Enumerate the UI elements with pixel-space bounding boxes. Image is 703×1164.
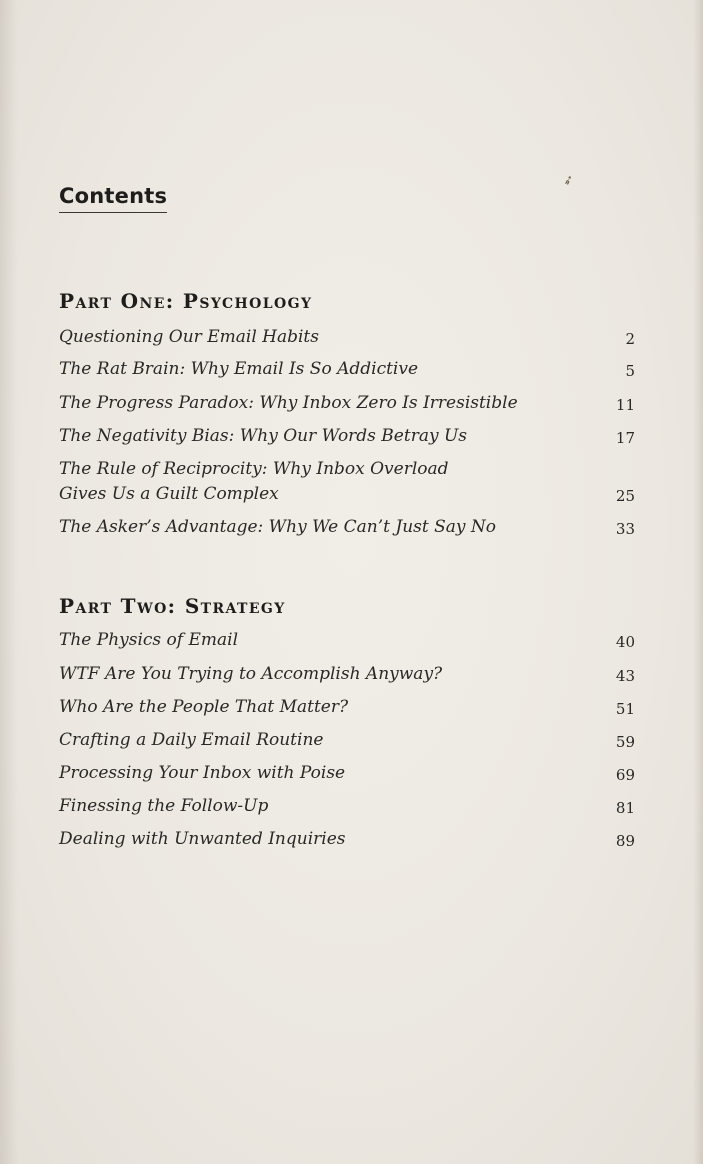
toc-entry-title: The Asker’s Advantage: Why We Can’t Just Say No (59, 517, 496, 537)
toc-entry-page: 89 (615, 832, 635, 850)
page-edge-shadow (693, 0, 703, 1164)
part-two-heading: Part Two: Strategy (59, 594, 286, 618)
toc-entry-title: The Progress Paradox: Why Inbox Zero Is Irresistible (59, 393, 518, 413)
toc-entry-title: The Physics of Email (59, 630, 239, 650)
toc-entry-page: 2 (625, 330, 635, 348)
toc-entry-page: 17 (615, 429, 635, 447)
toc-entry-page: 11 (615, 396, 635, 414)
toc-entry-title: Dealing with Unwanted Inquiries (59, 829, 346, 849)
toc-entry-page: 59 (615, 733, 635, 751)
part-one-heading: Part One: Psychology (59, 289, 313, 313)
page-gutter-shadow (0, 0, 18, 1164)
toc-entry-page: 33 (615, 520, 635, 538)
paper-speck: ➶ (560, 171, 577, 190)
toc-entry-title: Questioning Our Email Habits (59, 327, 319, 347)
toc-entry-page: 43 (615, 667, 635, 685)
toc-entry-title: Processing Your Inbox with Poise (59, 763, 346, 783)
toc-entry-page: 81 (615, 799, 635, 817)
toc-entry-title: Who Are the People That Matter? (59, 697, 349, 717)
toc-entry-page: 25 (615, 487, 635, 505)
toc-entry-title: The Negativity Bias: Why Our Words Betray Us (59, 426, 468, 446)
toc-entry-page: 69 (615, 766, 635, 784)
toc-entry-title: The Rule of Reciprocity: Why Inbox Overload Gives Us a Guilt Complex (59, 459, 449, 504)
toc-entry-title: Crafting a Daily Email Routine (59, 730, 324, 750)
toc-entry-page: 40 (615, 633, 635, 651)
toc-entry-page: 5 (625, 362, 635, 380)
toc-entry-title: The Rat Brain: Why Email Is So Addictive (59, 359, 419, 379)
toc-entry-title: Finessing the Follow-Up (59, 796, 269, 816)
contents-heading: Contents (59, 183, 167, 213)
toc-entry-page: 51 (615, 700, 635, 718)
toc-entry-title: WTF Are You Trying to Accomplish Anyway? (59, 664, 443, 684)
